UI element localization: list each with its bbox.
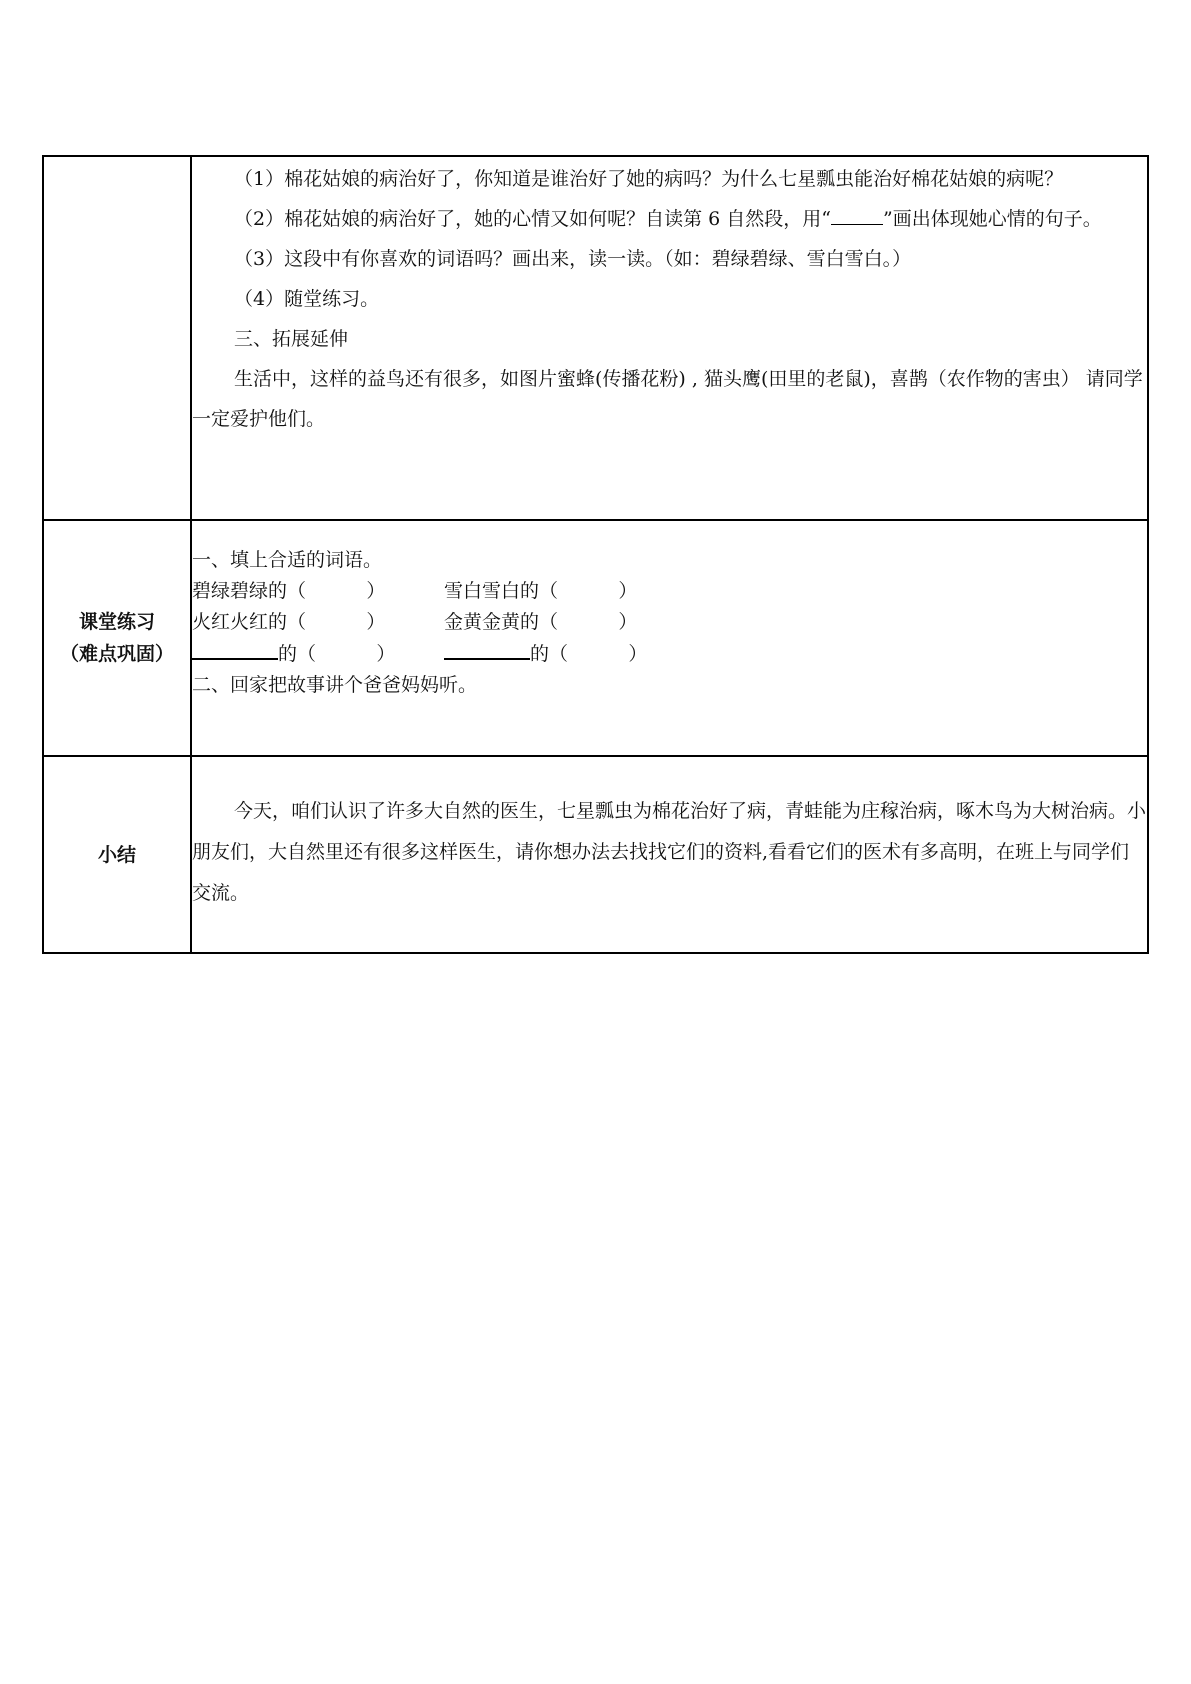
row-reading-label (43, 156, 191, 520)
exercise-heading: 一、填上合适的词语。 (192, 549, 383, 571)
row-summary-content (191, 756, 1148, 953)
fill-blank-line (192, 638, 278, 660)
exercise-pair-3: 的（ ） 的（ ） (192, 638, 1147, 670)
extension-text: 生活中，这样的益鸟还有很多，如图片蜜蜂(传播花粉) , 猫头鹰(田里的老鼠)，喜鹊（农作物的害虫） 请同学一定爱护他们。 (192, 368, 1143, 430)
exercise-label-line2: （难点巩固） (59, 643, 174, 665)
question-1: （1）棉花姑娘的病治好了，你知道是谁治好了她的病吗？为什么七星瓢虫能治好棉花姑娘的病呢？ (234, 168, 1064, 190)
question-3: （3）这段中有你喜欢的词语吗？画出来，读一读。（如：碧绿碧绿、雪白雪白。） (234, 248, 912, 270)
row-exercise-label (43, 520, 191, 756)
question-2: （2）棉花姑娘的病治好了，她的心情又如何呢？自读第 6 自然段，用“ ”画出体现她心情的句子。 (234, 208, 1102, 230)
row-exercise (43, 520, 1148, 756)
underline-blank (831, 206, 883, 225)
exercise-label-line1: 课堂练习 (78, 611, 155, 633)
section-extension-heading: 三、拓展延伸 (234, 328, 349, 350)
row-summary-label: 小结 (43, 756, 191, 953)
row-reading-content (191, 156, 1148, 520)
exercise-pair-2: 火红火红的（ ） 金黄金黄的（ ） (192, 611, 638, 633)
exercise-pair-1: 碧绿碧绿的（ ） 雪白雪白的（ ） (192, 580, 638, 602)
row-reading (43, 156, 1148, 520)
lesson-plan-table (42, 155, 1149, 954)
summary-text: 今天，咱们认识了许多大自然的医生，七星瓢虫为棉花治好了病，青蛙能为庄稼治病，啄木鸟为大树治病。小朋友们，大自然里还有很多这样医生，请你想办法去找找它们的资料,看看它们的医术有多高明，在班上与同学们交流。 (192, 800, 1147, 904)
exercise-task-2: 二、回家把故事讲个爸爸妈妈听。 (192, 674, 478, 696)
row-summary (43, 756, 1148, 953)
question-4: （4）随堂练习。 (234, 288, 380, 310)
row-exercise-content (191, 520, 1148, 756)
fill-blank-line (444, 638, 530, 660)
